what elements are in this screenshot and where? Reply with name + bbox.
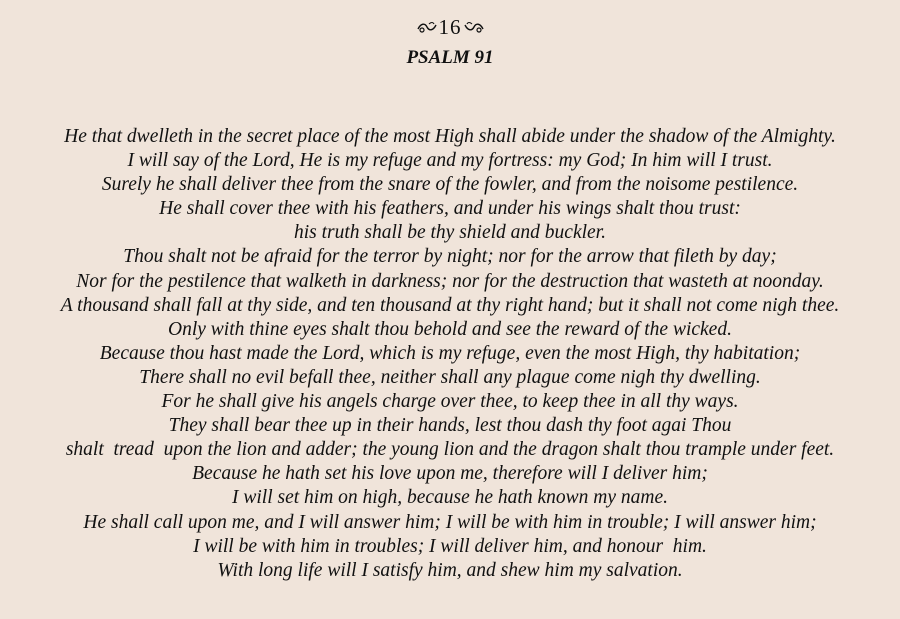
verse-line: his truth shall be thy shield and buckler. [294,222,606,244]
verse-line: He shall cover thee with his feathers, and under his wings shalt thou trust: [159,198,741,220]
verse-line: For he shall give his angels charge over thee, to keep thee in all thy ways. [161,391,739,413]
verse-line: Because he hath set his love upon me, therefore will I deliver him; [192,463,708,485]
psalm-text [0,125,900,583]
page-header [0,14,900,70]
verse-line: I will set him on high, because he hath known my name. [232,487,668,509]
psalm-title: PSALM 91 [406,47,494,68]
verse-line: Nor for the pestilence that walketh in darkness; nor for the destruction that wasteth at noonday. [76,270,824,292]
verse-line: With long life will I satisfy him, and shew him my salvation. [217,559,683,581]
verse-line: He shall call upon me, and I will answer him; I will be with him in trouble; I will answer him; [83,511,817,533]
verse-line: I will say of the Lord, He is my refuge and my fortress: my God; In him will I trust. [127,150,773,172]
verse-line: Thou shalt not be afraid for the terror by night; nor for the arrow that fileth by day; [123,246,777,268]
verse-line: A thousand shall fall at thy side, and ten thousand at thy right hand; but it shall not come nigh thee. [60,294,840,316]
verse-line: I will be with him in troubles; I will deliver him, and honour him. [193,535,707,557]
verse-line: shalt tread upon the lion and adder; the young lion and the dragon shalt thou trample under feet. [65,439,835,461]
fleuron-left-icon [417,20,437,34]
verse-line: There shall no evil befall thee, neither shall any plague come nigh thy dwelling. [139,366,761,388]
verse-line: Only with thine eyes shalt thou behold and see the reward of the wicked. [168,318,732,340]
fleuron-right-icon [464,20,484,34]
verse-line: They shall bear thee up in their hands, lest thou dash thy foot agai Thou [168,415,732,437]
verse-line: Because thou hast made the Lord, which is my refuge, even the most High, thy habitation; [99,342,801,364]
verse-line: He that dwelleth in the secret place of the most High shall abide under the shadow of the Almighty. [64,126,836,147]
page-number: 16 [438,15,462,39]
verse-line: Surely he shall deliver thee from the snare of the fowler, and from the noisome pestilence. [101,174,799,196]
page-number-row [0,14,900,40]
